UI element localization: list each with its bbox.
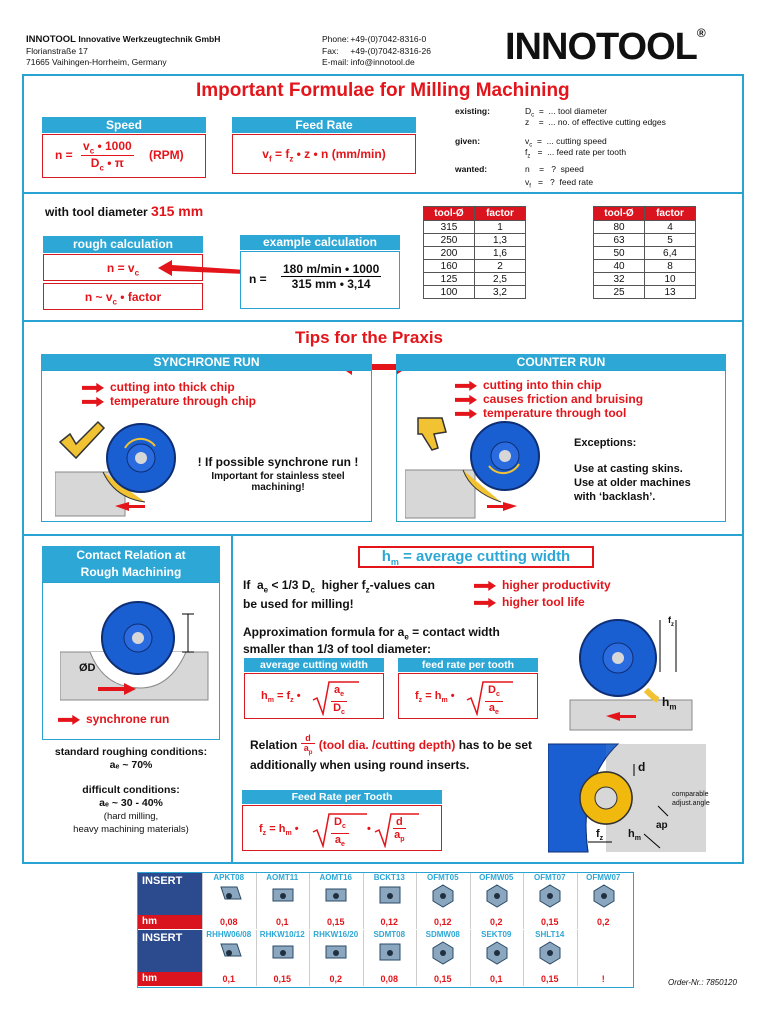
insert-icon bbox=[322, 883, 350, 909]
insert-icon bbox=[536, 940, 564, 966]
feed-rate-formula: $v_f = f_z$ • z • n (mm/min) bbox=[232, 134, 416, 174]
table-row: 200 1,6 bbox=[424, 247, 526, 260]
arrow-icon bbox=[98, 682, 138, 696]
insert-cell bbox=[256, 930, 309, 972]
arrow-icon bbox=[474, 598, 496, 608]
example-formula: n = 180 m/min • 1000 315 mm • 3,14 bbox=[240, 251, 400, 309]
table-row: 40 8 bbox=[594, 260, 696, 273]
insert-cell bbox=[577, 930, 630, 972]
insert-cell bbox=[363, 873, 416, 915]
insert-cell bbox=[256, 873, 309, 915]
insert-icon bbox=[322, 940, 350, 966]
contact-relation-label: Contact Relation at Rough Machining bbox=[42, 546, 220, 582]
insert-name: RHHW06/08 bbox=[206, 930, 252, 939]
synchrone-bullets: cutting into thick chip temperature through chip bbox=[82, 380, 256, 408]
hm-value: 0,12 bbox=[416, 915, 469, 929]
fz-label-2: $f_z$ bbox=[596, 828, 604, 843]
hm-condition: If $a_e < 1/3$ $D_c$ higher $f_z$-values can be used for milling! bbox=[243, 578, 435, 612]
hm-value: 0,15 bbox=[256, 972, 309, 986]
insert-icon bbox=[590, 883, 618, 909]
milling-cutter-icon bbox=[566, 612, 696, 732]
arrow-icon bbox=[58, 715, 80, 725]
arrow-icon bbox=[455, 381, 477, 391]
hm-row-label: hm bbox=[138, 915, 202, 929]
hm-value: 0,2 bbox=[577, 915, 630, 929]
divider bbox=[22, 192, 744, 194]
speed-label: Speed bbox=[42, 117, 206, 133]
tips-title: Tips for the Praxis bbox=[295, 328, 444, 347]
synchrone-run-text: synchrone run bbox=[58, 712, 169, 726]
table-row: 315 1 bbox=[424, 221, 526, 234]
insert-icon bbox=[429, 940, 457, 966]
divider bbox=[22, 320, 744, 322]
table-row: 80 4 bbox=[594, 221, 696, 234]
hm-value: 0,15 bbox=[523, 972, 576, 986]
hm-value: 0,15 bbox=[523, 915, 576, 929]
insert-row-label: INSERT bbox=[138, 930, 202, 972]
insert-name: RHKW16/20 bbox=[313, 930, 359, 939]
rough-formula-1: $n = v_c$ bbox=[43, 254, 203, 281]
insert-name: OFMW05 bbox=[479, 873, 514, 882]
divider bbox=[231, 534, 233, 864]
arrow-icon bbox=[82, 397, 104, 407]
street: Florianstraße 17 bbox=[26, 45, 88, 56]
company-name: INNOTOOL bbox=[26, 34, 76, 45]
synchrone-note: ! If possible synchrone run ! Important for stainless steel machining! bbox=[197, 455, 359, 493]
insert-cell bbox=[416, 930, 469, 972]
arrow-icon bbox=[455, 395, 477, 405]
hm-row-label: hm bbox=[138, 972, 202, 986]
hm-value: 0,08 bbox=[202, 915, 255, 929]
insert-cell bbox=[202, 873, 255, 915]
insert-name: BCKT13 bbox=[373, 873, 405, 882]
insert-name: AOMT16 bbox=[319, 873, 352, 882]
factor-table-right: tool-Ø factor 80 4 63 5 50 6,4 40 8 32 10 25 13 bbox=[593, 206, 696, 299]
hm-value: 0,2 bbox=[309, 972, 362, 986]
feed-rate-label: Feed Rate bbox=[232, 117, 416, 133]
d-label: d bbox=[638, 760, 646, 774]
arrow-icon bbox=[158, 258, 248, 278]
company-address: INNOTOOL Innovative Werkzeugtechnik GmbH Florianstraße 17 71665 Vaihingen-Horrheim, Germany bbox=[26, 34, 221, 67]
innotool-logo: INNOTOOL® bbox=[505, 26, 705, 68]
table-row: 125 2,5 bbox=[424, 273, 526, 286]
insert-name: OFMT07 bbox=[533, 873, 566, 882]
insert-icon bbox=[483, 940, 511, 966]
insert-icon bbox=[215, 883, 243, 909]
rough-calculation-label: rough calculation bbox=[43, 236, 203, 253]
avg-cutting-width-label: average cutting width bbox=[244, 658, 384, 672]
example-calculation-label: example calculation bbox=[240, 235, 400, 250]
divider bbox=[22, 534, 744, 536]
insert-row-label: INSERT bbox=[138, 873, 202, 915]
hm-title: $h_m$ = average cutting width bbox=[358, 546, 594, 568]
rough-formula-2: n ~ $v_c$ • factor bbox=[43, 283, 203, 310]
milling-cutter-icon bbox=[405, 420, 555, 520]
insert-cell bbox=[363, 930, 416, 972]
hm-value: 0,1 bbox=[256, 915, 309, 929]
table-row: 25 13 bbox=[594, 286, 696, 299]
speed-formula: n = $v_c$ • 1000 $D_c$ • π (RPM) bbox=[42, 134, 206, 178]
insert-cell bbox=[523, 930, 576, 972]
hm-value: 0,2 bbox=[470, 915, 523, 929]
hm-results: higher productivity higher tool life bbox=[474, 578, 611, 609]
insert-name: OFMT05 bbox=[426, 873, 459, 882]
insert-name: AOMT11 bbox=[266, 873, 299, 882]
insert-name: APKT08 bbox=[213, 873, 245, 882]
insert-cell bbox=[470, 930, 523, 972]
insert-cell bbox=[309, 930, 362, 972]
hm-value: 0,1 bbox=[202, 972, 255, 986]
table-row: 50 6,4 bbox=[594, 247, 696, 260]
diameter-label: ØD bbox=[79, 662, 96, 674]
contact-info: Phone: +49-(0)7042-8316-0 Fax: +49-(0)7042-8316-26 E-mail: info@innotool.de bbox=[322, 34, 431, 67]
insert-icon bbox=[536, 883, 564, 909]
feed-per-tooth-label: Feed Rate per Tooth bbox=[242, 790, 442, 804]
feed-rate-per-tooth-formula: $f_z = h_m$ • $D_c$ $a_e$ bbox=[398, 673, 538, 719]
approx-text: Approximation formula for $a_e$ = contact width smaller than 1/3 of tool diameter: bbox=[243, 625, 500, 657]
order-number: Order-Nr.: 7850120 bbox=[668, 978, 737, 987]
insert-icon bbox=[429, 883, 457, 909]
insert-name: RHKW10/12 bbox=[259, 930, 305, 939]
relation-text: Relation $\frac{d}{a_p}$ (tool dia. /cutting depth) has to be set additionally when using round inserts. bbox=[250, 733, 533, 772]
fz-label: $f_z$ bbox=[668, 615, 674, 628]
hm-label: $h_m$ bbox=[662, 695, 677, 712]
counter-run-label: COUNTER RUN bbox=[396, 354, 726, 370]
insert-icon bbox=[376, 940, 404, 966]
table-row: 100 3,2 bbox=[424, 286, 526, 299]
insert-cell bbox=[309, 873, 362, 915]
city: 71665 Vaihingen-Horrheim, Germany bbox=[26, 57, 167, 67]
arrow-icon bbox=[474, 581, 496, 591]
feed-rate-per-tooth-label: feed rate per tooth bbox=[398, 658, 538, 672]
hm-value: ! bbox=[577, 972, 630, 986]
hm-value: 0,15 bbox=[309, 915, 362, 929]
insert-name: SHLT14 bbox=[535, 930, 565, 939]
insert-cell bbox=[470, 873, 523, 915]
feed-per-tooth-formula: $f_z = h_m$ • $D_c$ $a_e$ • d $a_p$ bbox=[242, 805, 442, 851]
hm-value: 0,1 bbox=[470, 972, 523, 986]
table-row: 32 10 bbox=[594, 273, 696, 286]
arrow-icon bbox=[82, 383, 104, 393]
arrow-icon bbox=[455, 409, 477, 419]
insert-icon bbox=[483, 883, 511, 909]
hm-value: 0,15 bbox=[416, 972, 469, 986]
avg-cutting-width-formula: $h_m = f_z$ • $a_e$ $D_c$ bbox=[244, 673, 384, 719]
insert-name: SDMT08 bbox=[373, 930, 406, 939]
milling-cutter-icon bbox=[55, 418, 185, 518]
page-title: Important Formulae for Milling Machining bbox=[196, 80, 570, 101]
insert-cell bbox=[202, 930, 255, 972]
ap-label: ap bbox=[656, 820, 668, 831]
insert-name: OFMW07 bbox=[586, 873, 621, 882]
insert-icon bbox=[215, 940, 243, 966]
insert-icon bbox=[376, 883, 404, 909]
counter-bullets: cutting into thin chip causes friction and bruising temperature through tool bbox=[455, 378, 643, 420]
insert-name: SDMW08 bbox=[425, 930, 460, 939]
insert-icon bbox=[269, 883, 297, 909]
table-row: 250 1,3 bbox=[424, 234, 526, 247]
insert-name: SEKT09 bbox=[481, 930, 512, 939]
tool-diameter-text: with tool diameter 315 mm bbox=[45, 203, 204, 219]
hm-value: 0,08 bbox=[363, 972, 416, 986]
synchrone-run-label: SYNCHRONE RUN bbox=[41, 354, 372, 370]
insert-icon bbox=[269, 940, 297, 966]
table-row: 63 5 bbox=[594, 234, 696, 247]
hm-value: 0,12 bbox=[363, 915, 416, 929]
insert-cell bbox=[416, 873, 469, 915]
factor-table-left: tool-Ø factor 315 1 250 1,3 200 1,6 160 2 125 2,5 100 3,2 bbox=[423, 206, 526, 299]
counter-exceptions: Exceptions: Use at casting skins. Use at older machines with ‘backlash’. bbox=[574, 437, 691, 503]
email: E-mail: info@innotool.de bbox=[322, 57, 415, 67]
comparable-angle-label: comparable adjust.angle bbox=[672, 791, 710, 807]
insert-cell bbox=[577, 873, 630, 915]
standard-conditions: standard roughing conditions: aₑ ~ 70% difficult conditions: aₑ ~ 30 - 40% (hard milling, heavy machining materials) bbox=[54, 746, 208, 835]
hm-label-2: $h_m$ bbox=[628, 828, 641, 843]
table-row: 160 2 bbox=[424, 260, 526, 273]
insert-cell bbox=[523, 873, 576, 915]
